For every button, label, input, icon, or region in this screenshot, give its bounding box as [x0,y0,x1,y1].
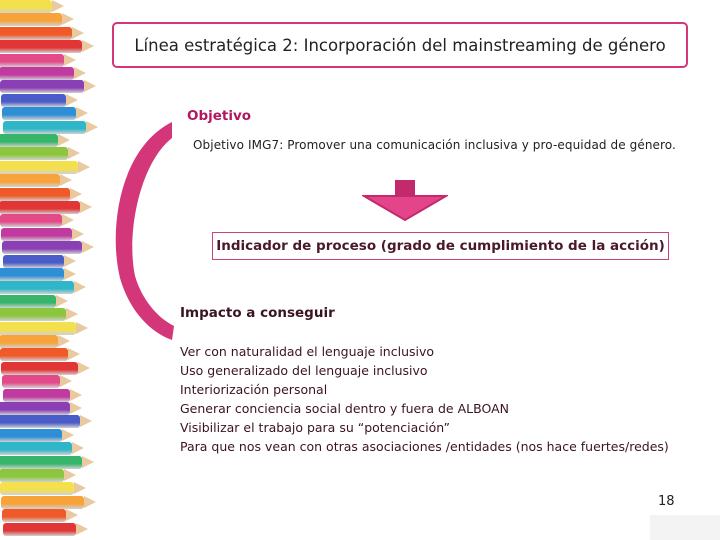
pencil-icon [1,362,78,375]
footer-strip [650,515,720,540]
pencil-icon [3,121,86,134]
impacto-item: Para que nos vean con otras asociaciones /entidades (nos hace fuertes/redes) [180,439,669,454]
pencil-icon [0,134,58,147]
pencil-icon [0,174,60,187]
pencil-icon [3,389,70,402]
pencil-icon [0,147,68,160]
impacto-item: Uso generalizado del lenguaje inclusivo [180,363,428,378]
slide-title-box [112,22,688,68]
pencil-icon [0,188,70,201]
down-arrow-icon [362,180,448,222]
pencil-icon [0,80,84,93]
impacto-item: Interiorización personal [180,382,328,397]
pencil-icon [0,415,80,428]
impacto-item: Ver con naturalidad el lenguaje inclusivo [180,344,435,359]
pencil-icon [1,496,84,509]
pencil-icon [0,308,66,321]
pencil-icon [0,429,62,442]
pencil-icon [2,375,60,388]
pencil-icon [0,0,52,13]
pencil-icon [1,94,66,107]
pencil-icon [2,509,66,522]
impacto-item: Visibilizar el trabajo para su “potenciación” [180,420,451,435]
pencil-icon [1,228,72,241]
impacto-item: Generar conciencia social dentro y fuera de ALBOAN [180,401,509,416]
impacto-list [180,342,669,456]
pencil-icon [0,281,74,294]
pencil-icon [0,40,82,53]
pencil-icon [3,523,76,536]
pencil-icon [0,201,80,214]
pencil-icon [0,469,64,482]
objetivo-text: Objetivo IMG7: Promover una comunicación inclusiva y pro-equidad de género. [193,138,676,152]
pencil-icon [0,442,72,455]
objetivo-label: Objetivo [187,108,252,124]
pencil-icon [2,241,82,254]
pencil-icon [0,402,70,415]
pencil-icon [0,295,56,308]
pencil-icon [0,27,72,40]
pencil-icon [0,322,76,335]
pencil-icon [0,482,74,495]
impacto-label: Impacto a conseguir [180,305,335,321]
curved-connector-arrow [100,118,190,343]
pencil-icon [0,214,62,227]
pencil-icon [0,348,68,361]
pencil-icon [0,161,78,174]
indicador-label: Indicador de proceso (grado de cumplimiento de la acción) [216,238,665,254]
pencil-icon [0,456,82,469]
indicador-box [212,232,669,260]
pencil-icon [0,335,58,348]
pencil-icon [0,268,64,281]
pencil-icon [0,67,74,80]
page-number: 18 [658,494,675,509]
pencil-icon [0,54,64,67]
slide-title: Línea estratégica 2: Incorporación del mainstreaming de género [134,35,666,55]
pencils-decoration [0,0,104,540]
pencil-icon [2,107,76,120]
pencil-icon [3,255,64,268]
pencil-icon [0,13,62,26]
